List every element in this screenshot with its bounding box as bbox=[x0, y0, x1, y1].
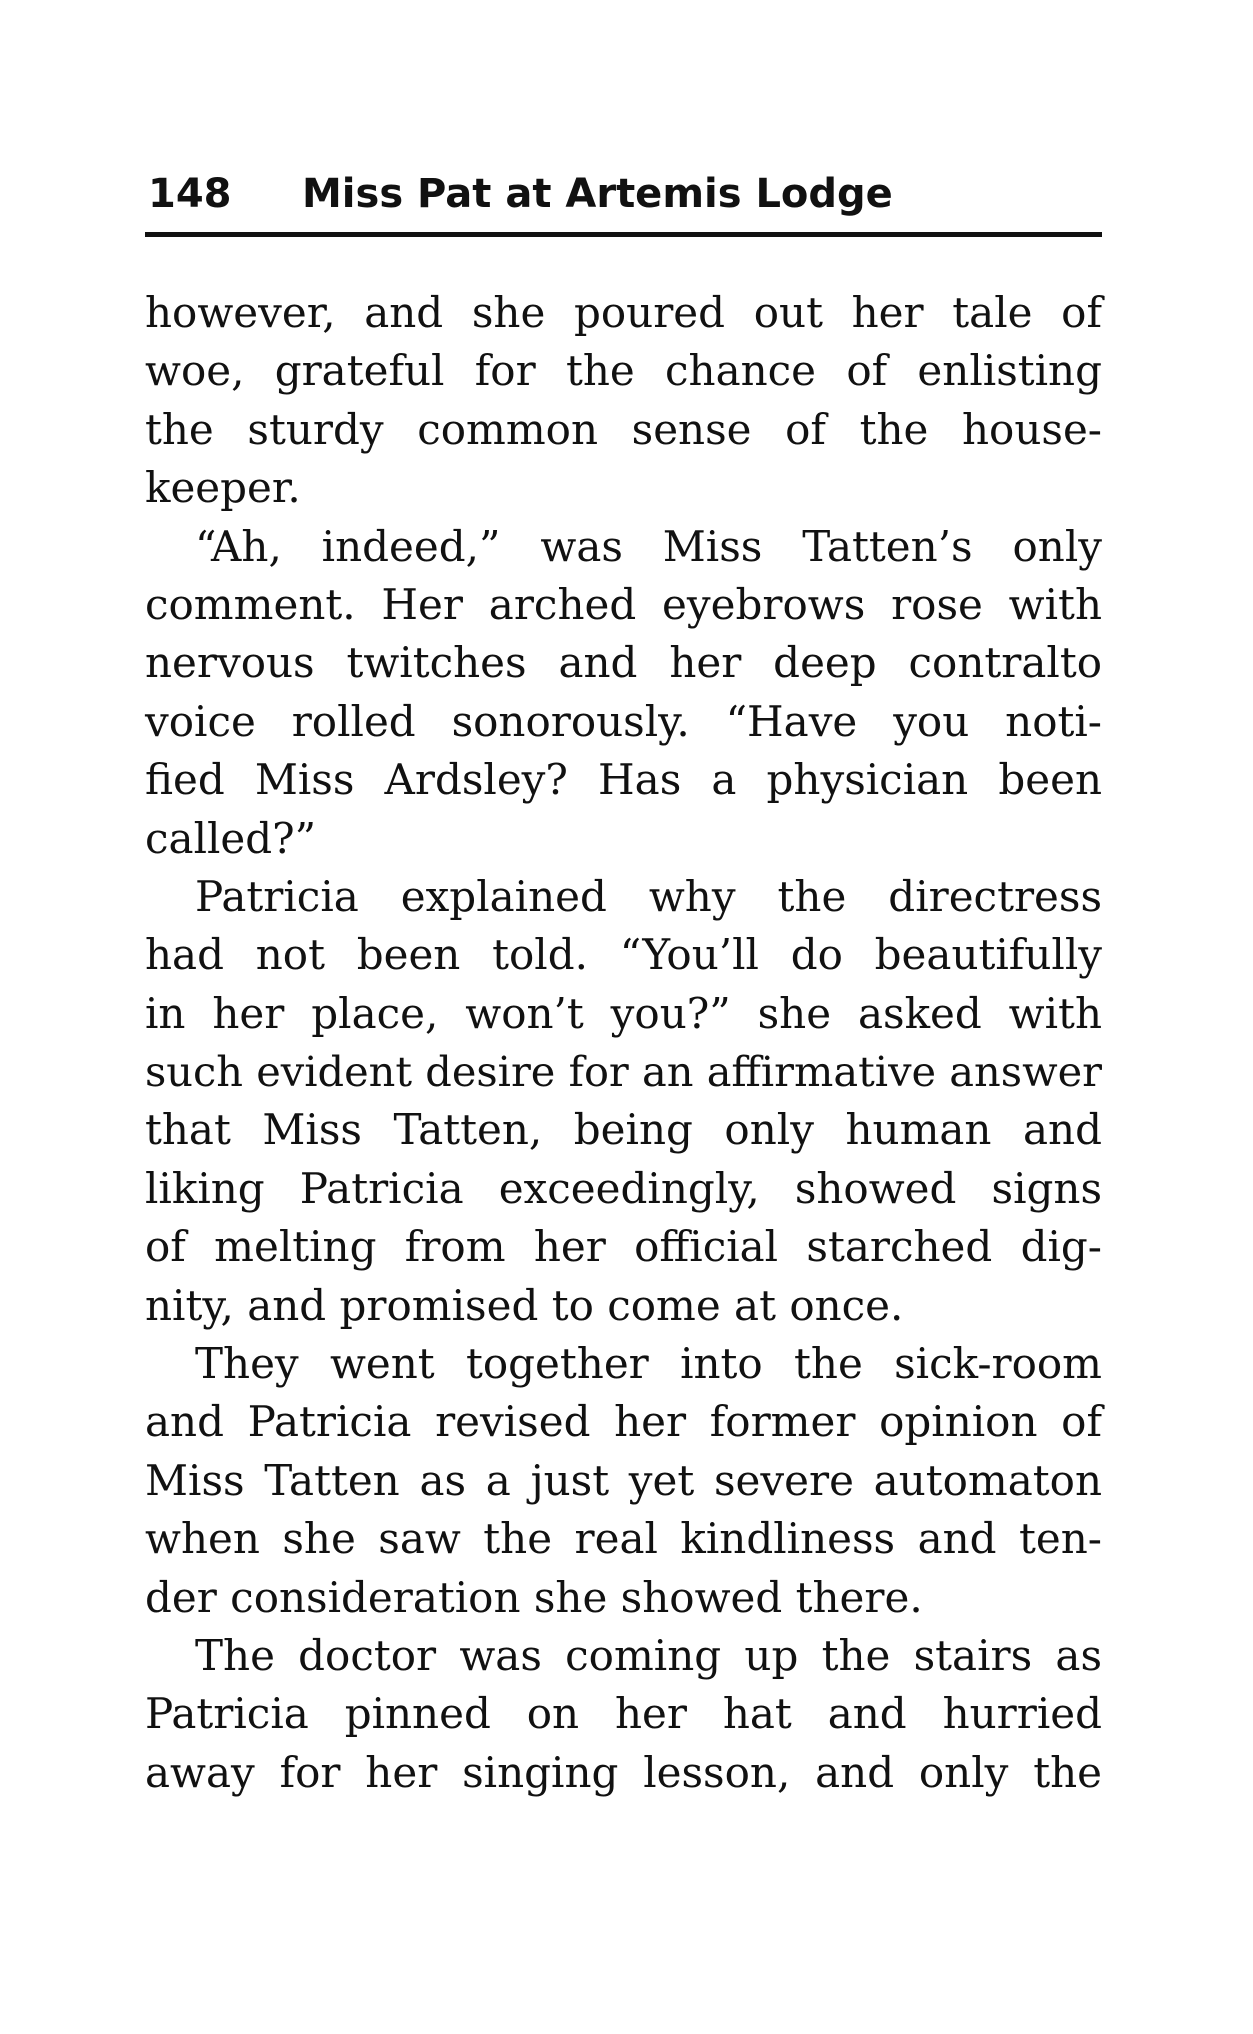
text-line: keeper. bbox=[145, 463, 301, 513]
text-line: fied Miss Ardsley? Has a physician been bbox=[145, 755, 1102, 805]
running-title: Miss Pat at Artemis Lodge bbox=[302, 171, 893, 217]
text-line: voice rolled sonorously. “Have you noti- bbox=[145, 696, 1102, 746]
text-line: such evident desire for an affirmative answer bbox=[145, 1047, 1102, 1097]
text-line: Miss Tatten as a just yet severe automaton bbox=[145, 1455, 1102, 1505]
text-line: They went together into the sick-room bbox=[195, 1339, 1102, 1389]
text-line: called?” bbox=[145, 813, 317, 863]
text-line: when she saw the real kindliness and ten- bbox=[145, 1514, 1102, 1564]
text-line: “Ah, indeed,” was Miss Tatten’s only bbox=[195, 521, 1102, 571]
text-line: Patricia explained why the directress bbox=[195, 871, 1102, 921]
text-line: and Patricia revised her former opinion of bbox=[145, 1397, 1102, 1447]
text-line: the sturdy common sense of the house- bbox=[145, 404, 1102, 454]
text-line: nity, and promised to come at once. bbox=[145, 1280, 904, 1330]
text-line: comment. Her arched eyebrows rose with bbox=[145, 579, 1102, 629]
page-number: 148 bbox=[148, 171, 232, 217]
text-line: Patricia pinned on her hat and hurried bbox=[145, 1689, 1102, 1739]
body-text bbox=[145, 284, 1102, 1802]
text-line: had not been told. “You’ll do beautifully bbox=[145, 930, 1102, 980]
text-line: that Miss Tatten, being only human and bbox=[145, 1105, 1102, 1155]
text-line: liking Patricia exceedingly, showed signs bbox=[145, 1163, 1102, 1213]
book-page bbox=[145, 0, 1102, 2034]
header-rule bbox=[145, 232, 1102, 237]
text-line: der consideration she showed there. bbox=[145, 1572, 923, 1622]
text-line: The doctor was coming up the stairs as bbox=[195, 1630, 1102, 1680]
text-line: away for her singing lesson, and only the bbox=[145, 1747, 1102, 1797]
text-line: woe, grateful for the chance of enlisting bbox=[145, 346, 1102, 396]
running-head bbox=[145, 168, 1102, 220]
text-line: nervous twitches and her deep contralto bbox=[145, 638, 1102, 688]
text-line: however, and she poured out her tale of bbox=[145, 288, 1102, 337]
text-line: in her place, won’t you?” she asked with bbox=[145, 988, 1102, 1038]
text-line: of melting from her official starched dig- bbox=[145, 1222, 1102, 1272]
